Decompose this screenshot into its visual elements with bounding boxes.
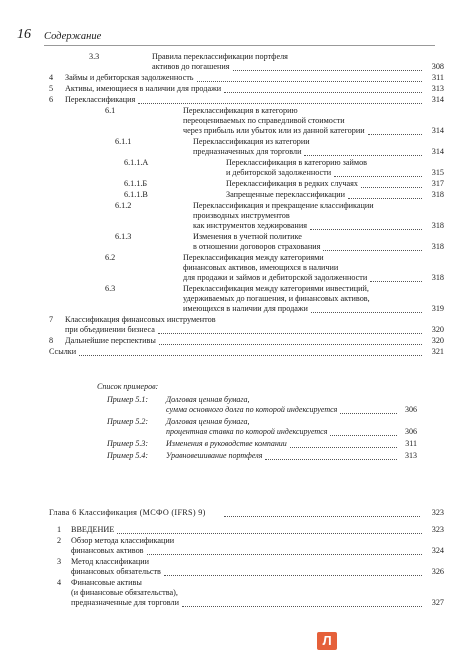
example-entry[interactable] xyxy=(97,451,417,463)
page-ref: 306 xyxy=(405,405,417,414)
entry-number: 6.1.1.Б xyxy=(124,179,148,188)
entry-title: Дальнейшие перспективы xyxy=(65,336,156,345)
toc-entry[interactable] xyxy=(49,158,446,179)
toc-entry[interactable] xyxy=(49,137,446,158)
toc-entry[interactable] xyxy=(49,106,446,137)
entry-number: 5 xyxy=(49,84,54,93)
entry-title: Переклассификация xyxy=(65,95,136,104)
entry-title: Переклассификация между категориями инвестиций, xyxy=(183,284,369,293)
entry-title: Переклассификация в категорию xyxy=(183,106,298,115)
entry-title: Переклассификация и прекращение классификации xyxy=(193,201,374,210)
dot-leader xyxy=(340,407,397,414)
entry-title: предназначенных для торговли xyxy=(193,147,302,156)
dot-leader xyxy=(233,64,422,71)
entry-title: (и финансовые обязательства), xyxy=(71,588,178,597)
dot-leader xyxy=(159,338,422,345)
example-entry[interactable] xyxy=(97,395,417,417)
dot-leader xyxy=(138,97,422,104)
entry-title: в отношении договоров страхования xyxy=(193,242,321,251)
example-label: Пример 5.4: xyxy=(107,451,149,460)
dot-leader xyxy=(197,75,423,82)
entry-title: удерживаемых до погашения, и финансовых активов, xyxy=(183,294,370,303)
page-ref: 318 xyxy=(431,273,444,282)
toc-entry[interactable] xyxy=(49,190,446,201)
dot-leader xyxy=(265,453,397,460)
page-ref: 314 xyxy=(431,126,444,135)
dot-leader xyxy=(361,181,422,188)
page-ref: 324 xyxy=(431,546,444,555)
toc-entry[interactable] xyxy=(49,557,446,578)
page-ref: 314 xyxy=(431,95,444,104)
dot-leader xyxy=(304,149,422,156)
entry-number: 6.2 xyxy=(105,253,116,262)
entry-title: как инструментов хеджирования xyxy=(193,221,307,230)
entry-title: производных инструментов xyxy=(193,211,290,220)
chapter-title: Глава 6 Классификация (МСФО (IFRS) 9) xyxy=(49,508,206,517)
entry-number: 6.1.3 xyxy=(115,232,132,241)
entry-title: Классификация финансовых инструментов xyxy=(65,315,216,324)
example-title: Долговая ценная бумага, xyxy=(166,395,250,404)
entry-number: 3 xyxy=(57,557,62,566)
dot-leader xyxy=(147,548,422,555)
example-entry[interactable] xyxy=(97,439,417,451)
dot-leader xyxy=(368,128,422,135)
example-title: сумма основного долга по которой индексируется xyxy=(166,405,338,414)
page-ref: 323 xyxy=(431,525,444,534)
entry-number: 4 xyxy=(49,73,54,82)
entry-title: Переклассификация в редких случаях xyxy=(226,179,358,188)
entry-number: 7 xyxy=(49,315,54,324)
page-ref: 306 xyxy=(405,427,417,436)
entry-title: Финансовые активы xyxy=(71,578,142,587)
page-ref: 313 xyxy=(405,451,417,460)
toc-entry[interactable] xyxy=(49,73,446,84)
entry-title: Запрещенные переклассификации xyxy=(226,190,346,199)
dot-leader xyxy=(370,275,422,282)
running-title: Содержание xyxy=(44,31,102,42)
page-ref: 311 xyxy=(432,73,444,82)
header-rule xyxy=(44,45,435,46)
entry-title: Переклассификация в категорию займов xyxy=(226,158,368,167)
toc-entry[interactable] xyxy=(49,52,446,73)
dot-leader xyxy=(117,527,422,534)
page-ref: 318 xyxy=(431,221,444,230)
entry-title: финансовых обязательств xyxy=(71,567,161,576)
toc-entry[interactable] xyxy=(49,284,446,315)
page-ref: 320 xyxy=(431,336,444,345)
toc-entry[interactable] xyxy=(49,536,446,557)
page-ref: 327 xyxy=(431,598,444,607)
chapter-heading[interactable] xyxy=(49,508,446,518)
entry-title: Переклассификация из категории xyxy=(193,137,310,146)
entry-number: 6.3 xyxy=(105,284,116,293)
toc-entry[interactable] xyxy=(49,315,446,336)
entry-title: активов до погашения xyxy=(152,62,230,71)
dot-leader xyxy=(310,223,422,230)
example-label: Пример 5.2: xyxy=(107,417,149,426)
entry-title: Ссылки xyxy=(49,347,77,356)
examples-title: Список примеров: xyxy=(97,382,159,391)
dot-leader xyxy=(290,441,397,448)
toc-entry[interactable] xyxy=(49,201,446,232)
toc-entry[interactable] xyxy=(49,253,446,284)
toc-entry[interactable] xyxy=(49,347,446,358)
toc-entry[interactable] xyxy=(49,232,446,253)
entry-number: 6.1 xyxy=(105,106,116,115)
entry-title: Метод классификации xyxy=(71,557,150,566)
dot-leader xyxy=(164,569,422,576)
entry-title: ВВЕДЕНИЕ xyxy=(71,525,115,534)
entry-number: 4 xyxy=(57,578,62,587)
page-ref: 326 xyxy=(431,567,444,576)
entry-title: через прибыль или убыток или из данной категории xyxy=(183,126,365,135)
entry-number: 6 xyxy=(49,95,54,104)
example-label: Пример 5.3: xyxy=(107,439,149,448)
entry-number: 6.1.2 xyxy=(115,201,132,210)
entry-number: 6.1.1 xyxy=(115,137,132,146)
example-title: Изменения в руководстве компании xyxy=(166,439,287,448)
entry-number: 3.3 xyxy=(89,52,100,61)
entry-title: и дебиторской задолженности xyxy=(226,168,332,177)
chapter-page: 323 xyxy=(431,508,444,517)
page-ref: 318 xyxy=(431,242,444,251)
dot-leader xyxy=(311,306,422,313)
page-ref: 320 xyxy=(431,325,444,334)
example-entry[interactable] xyxy=(97,417,417,439)
toc-entry[interactable] xyxy=(49,525,446,536)
page-ref: 314 xyxy=(431,147,444,156)
example-title: Уравновешивание портфеля xyxy=(166,451,263,460)
dot-leader xyxy=(323,244,422,251)
table-of-contents xyxy=(49,52,446,358)
entry-title: имеющихся в наличии для продажи xyxy=(183,304,308,313)
toc-entry[interactable] xyxy=(49,84,446,95)
entry-number: 1 xyxy=(57,525,62,534)
example-title: Долговая ценная бумага, xyxy=(166,417,250,426)
page-ref: 311 xyxy=(405,439,417,448)
entry-title: Займы и дебиторская задолженность xyxy=(65,73,194,82)
entry-number: 2 xyxy=(57,536,62,545)
dot-leader xyxy=(348,192,422,199)
page-ref: 313 xyxy=(431,84,444,93)
page-ref: 315 xyxy=(431,168,444,177)
dot-leader xyxy=(330,429,397,436)
dot-leader xyxy=(158,327,422,334)
page-number: 16 xyxy=(17,27,31,42)
entry-number: 8 xyxy=(49,336,54,345)
dot-leader xyxy=(224,86,422,93)
page-ref: 319 xyxy=(431,304,444,313)
example-title: процентная ставка по которой индексируется xyxy=(166,427,328,436)
dot-leader xyxy=(224,510,420,517)
dot-leader xyxy=(79,349,422,356)
entry-title: Переклассификация между категориями xyxy=(183,253,324,262)
entry-title: предназначенные для торговли xyxy=(71,598,179,607)
entry-number: 6.1.1.В xyxy=(124,190,148,199)
page-ref: 318 xyxy=(431,190,444,199)
entry-title: при объединении бизнеса xyxy=(65,325,155,334)
toc-entry[interactable] xyxy=(49,578,446,609)
entry-title: финансовых активов, имеющихся в наличии xyxy=(183,263,339,272)
publisher-logo: Л xyxy=(317,632,337,650)
example-label: Пример 5.1: xyxy=(107,395,149,404)
page-ref: 308 xyxy=(431,62,444,71)
page-ref: 317 xyxy=(431,179,444,188)
entry-title: переоцениваемых по справедливой стоимости xyxy=(183,116,345,125)
page-ref: 321 xyxy=(431,347,444,356)
toc-entry[interactable] xyxy=(49,95,446,106)
entry-title: для продажи и займов и дебиторской задолженности xyxy=(183,273,368,282)
entry-title: Обзор метода классификации xyxy=(71,536,175,545)
entry-title: Правила переклассификации портфеля xyxy=(152,52,288,61)
entry-title: финансовых активов xyxy=(71,546,144,555)
toc-entry[interactable] xyxy=(49,179,446,190)
chapter-contents xyxy=(49,525,446,609)
entry-title: Изменения в учетной политике xyxy=(193,232,302,241)
entry-title: Активы, имеющиеся в наличии для продажи xyxy=(65,84,222,93)
toc-entry[interactable] xyxy=(49,336,446,347)
examples-list xyxy=(97,382,417,463)
entry-number: 6.1.1.А xyxy=(124,158,149,167)
dot-leader xyxy=(182,600,422,607)
dot-leader xyxy=(334,170,422,177)
